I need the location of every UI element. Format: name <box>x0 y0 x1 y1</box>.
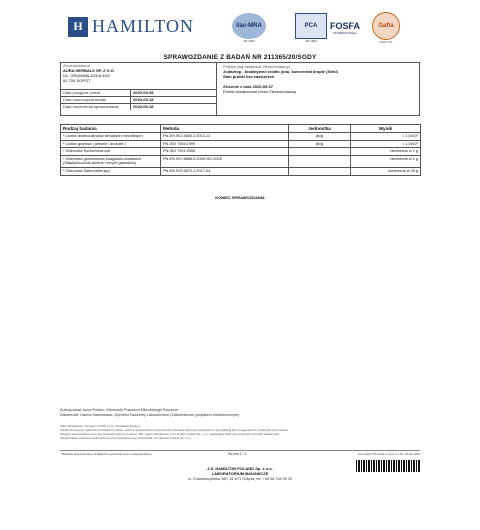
logo-text: HAMILTON <box>92 16 195 36</box>
table-row <box>61 167 421 175</box>
cell-unit: jtk/g <box>289 140 351 148</box>
sample-state: Stan próbki bez zastrzeżeń <box>223 74 275 79</box>
company-address: ul. Chwaszczyńska 180, 81-571 Gdynia, tel. +48 58 766 99 00 <box>187 477 293 481</box>
results-table <box>60 124 421 176</box>
cell-unit <box>289 155 351 167</box>
cell-unit <box>289 167 351 175</box>
date-row-start <box>61 96 217 103</box>
form-number: Formularz P5-10/01 w wyd. 3 z dn. 20.01.2020 <box>357 452 420 456</box>
note-line: Wyniki odnoszą się wyłącznie do badanych próbek. Jeżeli w sprawozdaniu zamieszczono informacje dotyczące zgodności ze specyfikacją lub wymaganiami 3 z podanych przez klienta. <box>60 428 289 432</box>
table-row <box>61 148 421 156</box>
sample-order: Zlecenie z dnia 2020-05-07 <box>223 84 274 89</box>
cell-result: nieobecne w 1 g <box>351 148 421 156</box>
column-header-result: Wynik <box>351 125 421 133</box>
client-city: 81-754 SOPOT <box>63 78 91 83</box>
cell-test: * Liczba drobnoustrojów tlenowych mezofilnych <box>61 133 161 141</box>
cell-method: PN-EN ISO 6579-1:2017-04 <box>161 167 289 175</box>
date-value: 2020-05-18 <box>133 97 154 102</box>
cell-test: * Liczba grzybów ( pleśnie i drożdże ) <box>61 140 161 148</box>
sample-delivered-by: Próbki dostarczone przez Zleceniodawcę <box>223 89 296 94</box>
table-row <box>61 140 421 148</box>
fosfa-icon <box>322 10 368 46</box>
table-row <box>61 133 421 141</box>
date-label: Data ukończenia sprawozdania <box>61 104 131 110</box>
table-row <box>61 155 421 167</box>
sample-panel <box>221 64 417 94</box>
ilac-mra-label: ilac-MRA <box>232 13 266 39</box>
end-of-report-label: KONIEC SPRAWOZDANIA <box>215 195 265 200</box>
client-panel <box>61 63 217 115</box>
pca-label: PCA <box>295 13 327 39</box>
cell-method: PN-EN ISO 4833-1:2013-12 <box>161 133 289 141</box>
company-logo <box>68 16 194 37</box>
cell-unit <box>289 148 351 156</box>
gafta-sub: ANALYST <box>379 40 393 44</box>
cell-result: nieobecne w 25 g <box>351 167 421 175</box>
sample-name: Jodadrop - bioaktywne źródło jodu, koncentrat krople (30ml) <box>223 69 338 74</box>
pca-sub: AB 1084 <box>305 39 317 43</box>
page-number: Strona 1 / 1 <box>228 452 247 456</box>
sample-section-label: Próbka (wg deklaracji Zleceniodawcy) <box>223 64 291 69</box>
gafta-icon <box>368 10 404 46</box>
client-section-label: Zleceniodawca <box>63 63 90 68</box>
cell-test: * Obecność Salmonella spp. <box>61 167 161 175</box>
column-header-unit: Jednostka <box>289 125 351 133</box>
cell-test: * Obecność Escherichia coli <box>61 148 161 156</box>
legal-notes <box>60 424 420 440</box>
date-value: 2020-05-08 <box>133 90 154 95</box>
authorized-by: Autoryzował: Anna Polarin, Kierownik Pracowni Mikrobiologii Szczecin <box>60 408 178 412</box>
column-header-test: Rodzaj badania <box>61 125 161 133</box>
note-line: Adres laboratorium: Szczecin 70-605, ul. ks. Stanisława Kujota 2 <box>60 424 141 428</box>
cell-test: * Obecność gronkowców koagulazo-dodatnich (Staphylococcus aureus i innych gatunków) <box>61 155 161 167</box>
date-row-received <box>61 89 217 96</box>
cell-method: PN-ISO 7954:1999 <box>161 140 289 148</box>
footer-divider <box>60 450 420 451</box>
cell-method: PN-ISO 7251:2006 <box>161 148 289 156</box>
date-label: Data rozpoczęcia badań <box>61 97 131 103</box>
date-value: 2020-05-18 <box>133 104 154 109</box>
report-info-box <box>60 62 420 116</box>
client-name: AURA HERBALS SP. Z O.O <box>63 68 114 73</box>
ilac-mra-icon <box>226 10 272 46</box>
cell-result: < 1,0x10¹ <box>351 140 421 148</box>
fosfa-label: FOSFA <box>329 21 360 31</box>
fosfa-sub: INTERNATIONAL <box>333 31 357 35</box>
report-title: SPRAWOZDANIE Z BADAŃ NR 211365/20/SGDY <box>163 54 317 61</box>
company-name: J.S. HAMILTON POLAND Sp. z o.o. <box>207 466 273 471</box>
logo-mark: H <box>68 17 88 37</box>
gafta-label: Gafta <box>372 12 400 40</box>
accreditation-footnote: * Badanie akredytowane; # Badanie wykonane przez podwykonawcę <box>60 452 152 456</box>
column-header-method: Metoda <box>161 125 289 133</box>
approved-by: Zatwierdził: Hanna Machowska, Dyrektor Naczelny Laboratorium (Zatwierdzone podpisem elektronicznym) <box>60 413 240 417</box>
cell-method: PN-EN ISO 6888-3:2004+AC:2005 <box>161 155 289 167</box>
note-line: Sprawozdanie podpisane elektronicznie przez upoważnionego pracownika J.S. Hamilton Poland Sp. z o.o. <box>60 436 192 440</box>
date-label: Data przyjęcia próbki <box>61 90 131 96</box>
date-row-completed <box>61 103 217 110</box>
lab-name: LABORATORIUM BADAWCZE <box>211 471 269 476</box>
cell-result: < 1,0x10¹ <box>351 133 421 141</box>
signatures-block <box>60 408 239 418</box>
table-header-row <box>61 125 421 133</box>
note-line: Niniejsze sprawozdanie może być powielane jedynie w całości. Bez zgody Laboratorium J.S. Hamilton Poland Sp. z o.o. zawierające informacje dotyczące procedur badawczych. <box>60 432 280 436</box>
cell-unit: jtk/g <box>289 133 351 141</box>
cell-result: nieobecne w 1 g <box>351 155 421 167</box>
client-street: UL. GRUNWALDZKA 49/2 <box>63 73 110 78</box>
barcode-icon <box>356 460 420 472</box>
ilac-mra-sub: AB 1084 <box>243 39 255 43</box>
